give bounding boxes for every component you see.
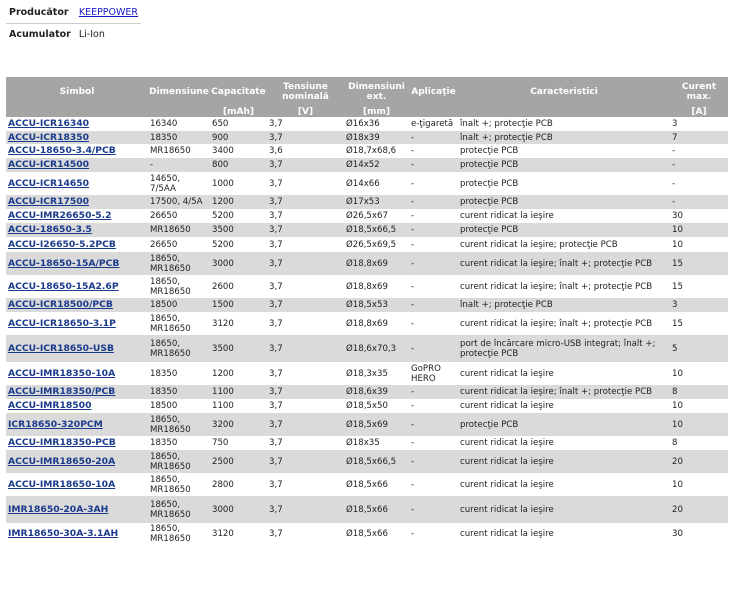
cell-symbol (6, 473, 148, 496)
cell-dimension: 18650, MR18650 (148, 450, 210, 473)
table-row (6, 252, 728, 275)
unit-capacity: [mAh] (210, 107, 267, 117)
cell-ext-dim: Ø18x39 (344, 131, 409, 144)
cell-features: protecţie PCB (458, 223, 670, 237)
cell-symbol (6, 335, 148, 362)
cell-application: GoPRO HERO (411, 363, 441, 384)
cell-application: - (409, 158, 458, 172)
producer-label: Producător (6, 2, 76, 24)
cell-ext-dim: Ø18,5x66 (346, 479, 388, 490)
product-link[interactable]: ACCU-IMR18350/PCB (8, 386, 116, 397)
cell-dimension: 18650, MR18650 (150, 276, 191, 297)
cell-voltage: 3,7 (269, 119, 283, 129)
cell-dimension: 18350 (148, 131, 210, 144)
cell-capacity: 650 (212, 119, 229, 129)
cell-current: 10 (670, 223, 728, 237)
cell-voltage: 3,7 (267, 252, 344, 275)
unit-ext-dim: [mm] (344, 107, 409, 117)
cell-symbol (6, 399, 148, 413)
cell-current: 20 (670, 496, 728, 523)
cell-features: curent ridicat la ieşire (460, 368, 554, 379)
cell-dimension: 18500 (150, 401, 178, 411)
cell-current: 5 (670, 335, 728, 362)
cell-ext-dim: Ø18,6x39 (344, 385, 409, 399)
unit-current: [A] (670, 107, 728, 117)
cell-current: 3 (670, 298, 728, 312)
cell-symbol (6, 275, 148, 298)
cell-current: 10 (672, 479, 683, 490)
cell-ext-dim: Ø18,5x53 (344, 298, 409, 312)
cell-current: 15 (670, 252, 728, 275)
cell-voltage: 3,7 (267, 223, 344, 237)
unit-application-empty (409, 107, 458, 117)
battery-label: Acumulator (9, 29, 71, 40)
cell-symbol (6, 172, 148, 195)
cell-ext-dim: Ø14x66 (346, 178, 380, 189)
header-capacity[interactable]: Capacitate (210, 77, 267, 107)
cell-ext-dim: Ø18,8x69 (346, 318, 388, 329)
cell-features: curent ridicat la ieşire; înalt +; protecţie PCB (458, 252, 670, 275)
cell-ext-dim: Ø26,5x67 (346, 211, 388, 221)
product-link[interactable]: ACCU-IMR18350-10A (8, 367, 116, 379)
table-row (6, 117, 728, 131)
battery-value: Li-Ion (78, 29, 105, 40)
cell-current: 10 (672, 401, 683, 411)
table-row (6, 523, 728, 545)
table-row (6, 209, 728, 223)
cell-voltage: 3,7 (267, 496, 344, 523)
cell-dimension: 18650, MR18650 (150, 313, 191, 334)
cell-ext-dim: Ø17x53 (344, 195, 409, 209)
cell-symbol (6, 223, 148, 237)
cell-application: - (411, 479, 415, 490)
cell-application: - (411, 239, 415, 250)
cell-capacity: 750 (212, 438, 229, 448)
table-row (6, 237, 728, 252)
cell-current: - (670, 195, 728, 209)
cell-features: curent ridicat la ieşire; înalt +; protecţie PCB (460, 281, 653, 292)
cell-features: curent ridicat la ieşire (458, 496, 670, 523)
cell-application: - (411, 146, 415, 156)
cell-symbol (6, 298, 148, 312)
cell-symbol (6, 195, 148, 209)
cell-application: - (409, 413, 458, 436)
product-link[interactable]: ACCU-ICR18650-3.1P (8, 317, 116, 329)
product-link[interactable]: ACCU-IMR18350-PCB (8, 437, 116, 448)
cell-symbol (6, 237, 148, 252)
cell-capacity: 3200 (210, 413, 267, 436)
product-link[interactable]: ICR18650-320PCM (8, 418, 103, 430)
cell-dimension: 18650, MR18650 (150, 524, 191, 544)
cell-current: 8 (672, 438, 678, 448)
cell-voltage: 3,7 (269, 529, 283, 539)
cell-features: protecţie PCB (460, 146, 519, 156)
cell-symbol (6, 385, 148, 399)
cell-features: înalt +; protecţie PCB (458, 298, 670, 312)
cell-voltage: 3,7 (269, 281, 283, 292)
cell-current: - (670, 158, 728, 172)
cell-application: - (411, 178, 415, 189)
cell-capacity: 2500 (210, 450, 267, 473)
product-link[interactable]: ACCU-I26650-5.2PCB (8, 238, 116, 250)
cell-dimension: 18650, MR18650 (148, 252, 210, 275)
cell-dimension: 18650, MR18650 (148, 496, 210, 523)
cell-application: - (409, 195, 458, 209)
cell-capacity: 2800 (212, 479, 234, 490)
table-row (6, 362, 728, 385)
cell-capacity: 3500 (210, 223, 267, 237)
cell-symbol (6, 117, 148, 131)
cell-voltage: 3,7 (267, 158, 344, 172)
table-row (6, 275, 728, 298)
cell-ext-dim: Ø18,5x66 (344, 496, 409, 523)
header-dimension[interactable]: Dimensiune (148, 77, 210, 107)
cell-application: - (409, 335, 458, 362)
cell-symbol (6, 158, 148, 172)
cell-voltage: 3,7 (269, 239, 283, 250)
cell-dimension: 18350 (150, 368, 178, 379)
table-row (6, 144, 728, 158)
cell-dimension: MR18650 (150, 146, 191, 156)
cell-features: curent ridicat la ieşire (460, 438, 554, 448)
cell-current: 10 (672, 239, 683, 250)
cell-application: - (411, 529, 415, 539)
table-body (6, 117, 728, 545)
cell-current: 15 (672, 318, 683, 329)
cell-features: curent ridicat la ieşire (460, 479, 554, 490)
cell-features: curent ridicat la ieşire (460, 401, 554, 411)
cell-capacity: 1200 (210, 195, 267, 209)
cell-features: curent ridicat la ieşire (460, 529, 554, 539)
cell-capacity: 3500 (210, 335, 267, 362)
table-row (6, 223, 728, 237)
cell-ext-dim: Ø18,5x66,5 (344, 450, 409, 473)
cell-capacity: 2600 (212, 281, 234, 292)
cell-application: - (409, 298, 458, 312)
product-link[interactable]: ACCU-ICR16340 (8, 118, 90, 129)
cell-ext-dim: Ø18,5x50 (346, 401, 388, 411)
cell-current: 10 (670, 413, 728, 436)
cell-voltage: 3,7 (267, 413, 344, 436)
cell-symbol (6, 413, 148, 436)
cell-dimension: 26650 (150, 239, 178, 250)
cell-features: protecţie PCB (460, 178, 519, 189)
header-ext-dim[interactable]: Dimensiuni ext. (344, 77, 409, 107)
cell-features: înalt +; protecţie PCB (460, 119, 553, 129)
cell-application: - (411, 281, 415, 292)
product-link[interactable]: ACCU-18650-15A2.6P (8, 280, 119, 292)
cell-voltage: 3,7 (267, 385, 344, 399)
unit-features-empty (458, 107, 670, 117)
table-units-row (6, 107, 728, 117)
cell-voltage: 3,7 (269, 438, 283, 448)
table-row (6, 473, 728, 496)
header-voltage[interactable]: Tensiune nominală (267, 77, 344, 107)
cell-ext-dim: Ø26,5x69,5 (346, 239, 397, 250)
cell-current: 15 (672, 281, 683, 292)
cell-dimension: 26650 (150, 211, 178, 221)
product-link[interactable]: ACCU-18650-15A/PCB (8, 257, 120, 269)
cell-capacity: 3120 (212, 318, 234, 329)
cell-capacity: 3400 (212, 146, 234, 156)
cell-symbol (6, 252, 148, 275)
cell-current: 7 (670, 131, 728, 144)
table-row (6, 496, 728, 523)
cell-symbol (6, 450, 148, 473)
cell-symbol (6, 523, 148, 545)
cell-voltage: 3,7 (267, 298, 344, 312)
cell-current: 10 (672, 368, 683, 379)
cell-voltage: 3,7 (269, 318, 283, 329)
cell-current: - (672, 146, 676, 156)
cell-features: port de încărcare micro-USB integrat; înalt +; protecţie PCB (458, 335, 670, 362)
table-row (6, 399, 728, 413)
cell-current: 20 (670, 450, 728, 473)
product-link[interactable]: ACCU-IMR26650-5.2 (8, 210, 112, 221)
unit-dimension-empty (148, 107, 210, 117)
product-link[interactable]: ACCU-ICR18500/PCB (8, 299, 113, 310)
cell-ext-dim: Ø18,5x69 (344, 413, 409, 436)
cell-features: înalt +; protecţie PCB (458, 131, 670, 144)
cell-capacity: 5200 (212, 239, 234, 250)
table-row (6, 131, 728, 144)
cell-capacity: 3000 (210, 496, 267, 523)
header-application[interactable]: Aplicaţie (409, 77, 458, 107)
table-row (6, 335, 728, 362)
cell-ext-dim: Ø18,8x69 (346, 281, 388, 292)
table-header-row (6, 77, 728, 107)
cell-capacity: 900 (210, 131, 267, 144)
table-row (6, 413, 728, 436)
cell-features: curent ridicat la ieşire (460, 211, 554, 221)
table-row (6, 450, 728, 473)
cell-capacity: 3000 (210, 252, 267, 275)
cell-ext-dim: Ø14x52 (344, 158, 409, 172)
cell-symbol (6, 496, 148, 523)
table-row (6, 158, 728, 172)
cell-features: curent ridicat la ieşire (458, 450, 670, 473)
cell-application: - (409, 252, 458, 275)
cell-dimension: 18350 (148, 385, 210, 399)
cell-ext-dim: Ø18,8x69 (344, 252, 409, 275)
cell-capacity: 5200 (212, 211, 234, 221)
cell-symbol (6, 312, 148, 335)
cell-application: - (409, 223, 458, 237)
header-features[interactable]: Caracteristici (458, 77, 670, 107)
unit-symbol-empty (6, 107, 148, 117)
cell-voltage: 3,7 (269, 479, 283, 490)
cell-voltage: 3,7 (269, 178, 283, 189)
product-info-table (6, 2, 141, 45)
cell-dimension: 18350 (150, 438, 178, 448)
cell-ext-dim: Ø18,7x68,6 (346, 146, 397, 156)
cell-dimension: 18650, MR18650 (150, 474, 191, 495)
product-link[interactable]: ACCU-IMR18650-10A (8, 478, 116, 490)
producer-row (6, 2, 141, 24)
unit-voltage: [V] (267, 107, 344, 117)
cell-voltage: 3,7 (267, 335, 344, 362)
cell-voltage: 3,7 (267, 131, 344, 144)
cell-ext-dim: Ø18,5x66 (346, 529, 388, 539)
product-link[interactable]: ACCU-ICR18350 (8, 131, 90, 143)
cell-application: - (409, 450, 458, 473)
table-row (6, 312, 728, 335)
cell-dimension: MR18650 (148, 223, 210, 237)
header-symbol[interactable]: Simbol (6, 77, 148, 107)
producer-value (76, 2, 141, 24)
product-link[interactable]: IMR18650-30A-3.1AH (8, 528, 119, 539)
header-current[interactable]: Curent max. (670, 77, 728, 107)
cell-capacity: 1000 (212, 178, 234, 189)
cell-application: - (411, 438, 415, 448)
cell-dimension: 18650, MR18650 (148, 335, 210, 362)
cell-symbol (6, 362, 148, 385)
cell-dimension: 17500, 4/5A (148, 195, 210, 209)
cell-dimension: 18500 (148, 298, 210, 312)
product-link[interactable]: ACCU-ICR17500 (8, 196, 90, 207)
cell-voltage: 3,7 (269, 211, 283, 221)
cell-dimension: - (148, 158, 210, 172)
cell-application: - (411, 211, 415, 221)
table-row (6, 436, 728, 450)
cell-symbol (6, 144, 148, 158)
product-link[interactable]: ACCU-ICR14500 (8, 159, 90, 170)
cell-application: - (409, 496, 458, 523)
cell-features: curent ridicat la ieşire; înalt +; protecţie PCB (460, 318, 653, 329)
cell-ext-dim: Ø16x36 (346, 119, 380, 129)
cell-capacity: 800 (210, 158, 267, 172)
product-link[interactable]: IMR18650-20A-3AH (8, 503, 109, 515)
cell-ext-dim: Ø18,3x35 (346, 368, 388, 379)
cell-current: 30 (672, 211, 683, 221)
cell-dimension: 14650, 7/5AA (150, 173, 181, 194)
cell-capacity: 1100 (212, 401, 234, 411)
product-link[interactable]: ACCU-18650-3.5 (8, 224, 92, 235)
table-row (6, 172, 728, 195)
producer-link[interactable]: KEEPPOWER (78, 7, 139, 18)
cell-voltage: 3,7 (267, 450, 344, 473)
cell-current: 8 (670, 385, 728, 399)
cell-dimension: 18650, MR18650 (148, 413, 210, 436)
table-row (6, 385, 728, 399)
product-link[interactable]: ACCU-IMR18500 (8, 400, 92, 411)
cell-features: curent ridicat la ieşire; înalt +; protecţie PCB (458, 385, 670, 399)
cell-symbol (6, 436, 148, 450)
cell-features: protecţie PCB (458, 413, 670, 436)
cell-voltage: 3,7 (269, 401, 283, 411)
cell-dimension: 16340 (150, 119, 178, 129)
cell-features: protecţie PCB (458, 158, 670, 172)
cell-voltage: 3,6 (269, 146, 283, 156)
cell-application: - (409, 385, 458, 399)
cell-capacity: 1200 (212, 368, 234, 379)
cell-application: - (409, 131, 458, 144)
product-link[interactable]: ACCU-ICR18650-USB (8, 342, 114, 354)
cell-application: e-ţigaretă (411, 119, 454, 129)
cell-features: curent ridicat la ieşire; protecţie PCB (460, 239, 618, 250)
cell-current: 3 (672, 119, 678, 129)
table-row (6, 195, 728, 209)
product-link[interactable]: ACCU-18650-3.4/PCB (8, 145, 116, 156)
cell-application: - (411, 318, 415, 329)
cell-ext-dim: Ø18,5x66,5 (344, 223, 409, 237)
product-link[interactable]: ACCU-IMR18650-20A (8, 455, 116, 467)
cell-voltage: 3,7 (269, 368, 283, 379)
cell-ext-dim: Ø18x35 (346, 438, 380, 448)
product-link[interactable]: ACCU-ICR14650 (8, 177, 90, 189)
cell-voltage: 3,7 (267, 195, 344, 209)
cell-symbol (6, 131, 148, 144)
cell-current: 30 (672, 529, 683, 539)
table-row (6, 298, 728, 312)
cell-current: - (672, 178, 676, 189)
cell-symbol (6, 209, 148, 223)
cell-ext-dim: Ø18,6x70,3 (344, 335, 409, 362)
products-table (6, 77, 728, 545)
cell-features: protecţie PCB (458, 195, 670, 209)
battery-row (6, 24, 141, 46)
cell-capacity: 1100 (210, 385, 267, 399)
cell-capacity: 1500 (210, 298, 267, 312)
cell-capacity: 3120 (212, 529, 234, 539)
cell-application: - (411, 401, 415, 411)
